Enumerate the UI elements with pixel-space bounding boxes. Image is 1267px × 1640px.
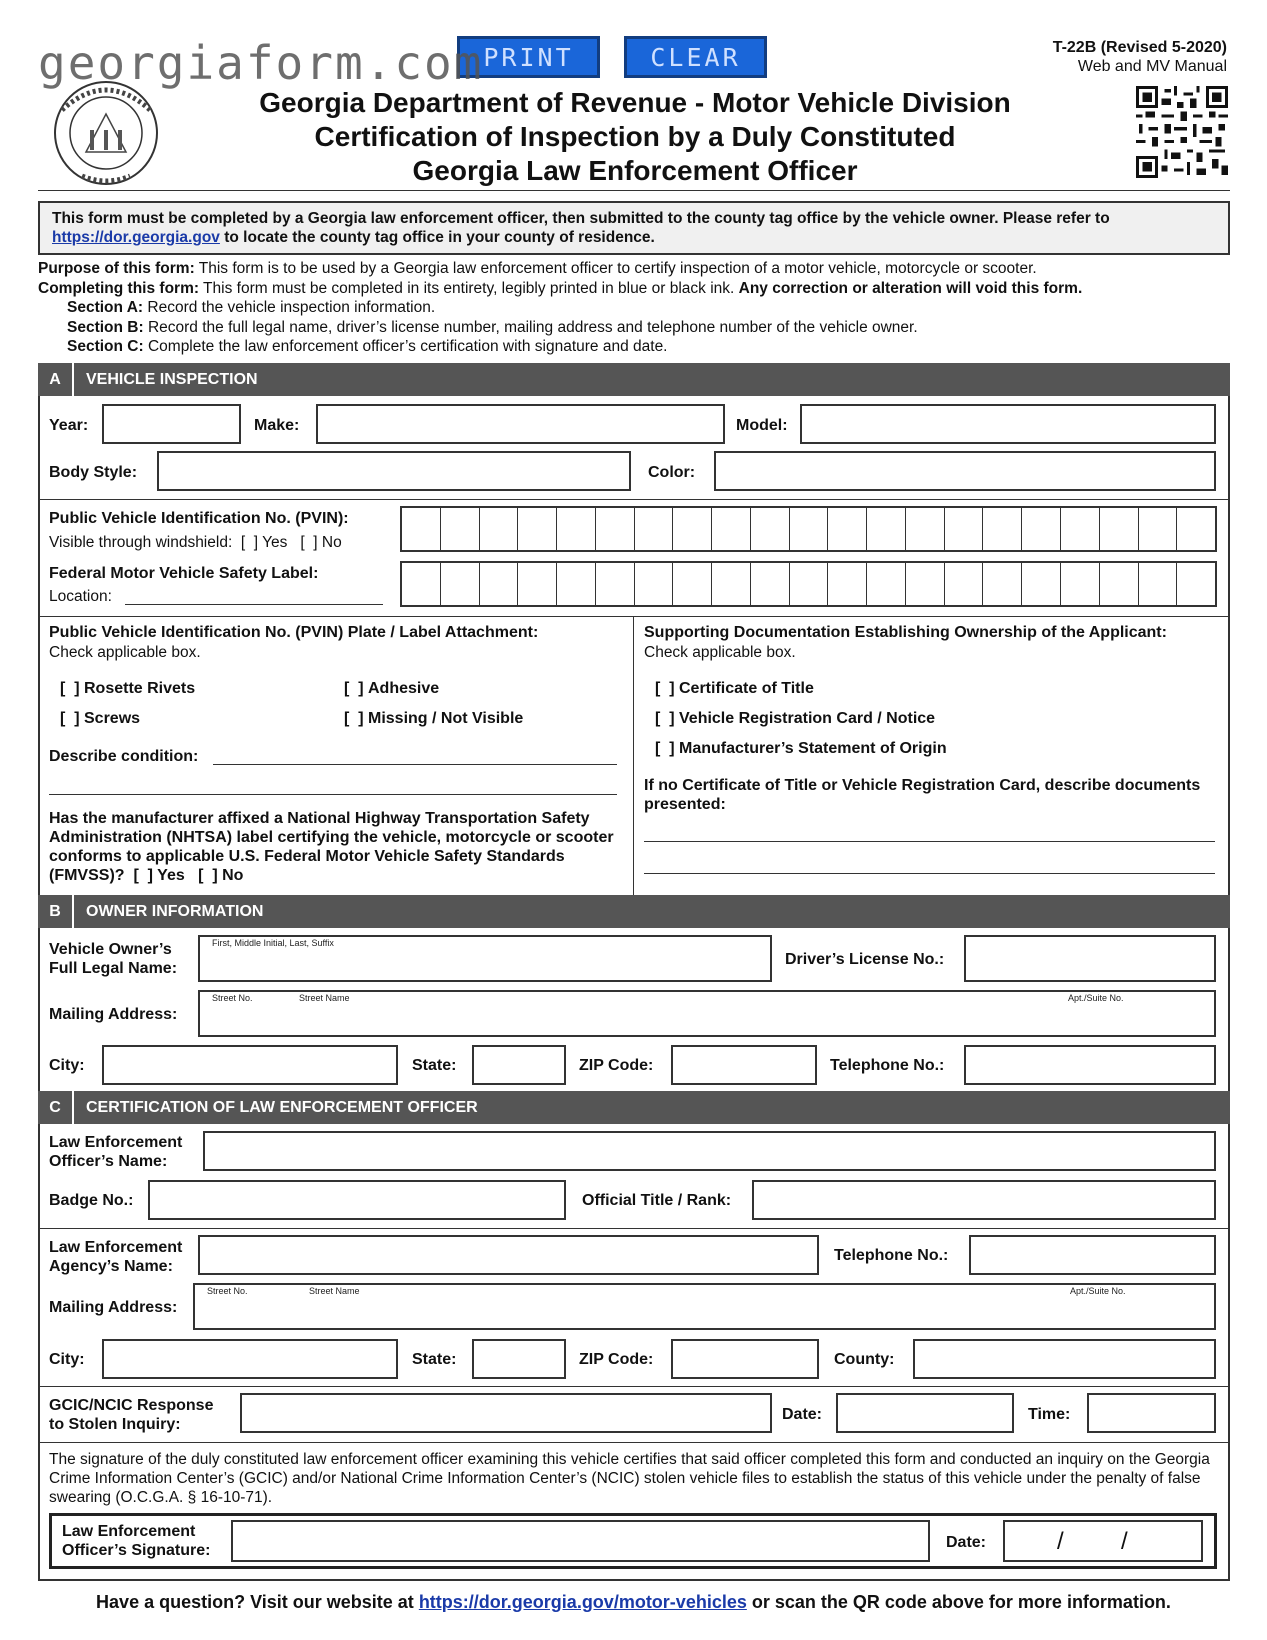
watermark: georgiaform.com: [38, 36, 484, 90]
page-title: [160, 86, 1110, 188]
year-label: Year:: [49, 417, 89, 434]
notice-text-2: to locate the county tag office in your county of residence.: [219, 229, 655, 246]
agency-zip-label: ZIP Code:: [579, 1351, 654, 1368]
officer-name-label: Law Enforcement Officer’s Name:: [49, 1134, 183, 1170]
owner-state-field[interactable]: [472, 1045, 566, 1085]
motor-vehicles-link[interactable]: https://dor.georgia.gov/motor-vehicles: [418, 1592, 747, 1612]
location-label: Location:: [49, 588, 112, 605]
visible-windshield: [49, 533, 342, 552]
location-field[interactable]: [125, 604, 383, 605]
missing-label: Missing / Not Visible: [368, 710, 524, 727]
section-a-header: [38, 363, 1230, 396]
mso-label: Manufacturer’s Statement of Origin: [679, 740, 947, 757]
condition-line-1[interactable]: [213, 764, 617, 765]
apt-hint: Apt./Suite No.: [1068, 993, 1124, 1003]
title-option[interactable]: [ ] Certificate of Title: [655, 680, 814, 697]
owner-name-label: Vehicle Owner’s Full Legal Name:: [49, 941, 178, 977]
section-c-title: CERTIFICATION OF LAW ENFORCEMENT OFFICER: [86, 1098, 478, 1116]
pvin-label: Public Vehicle Identification No. (PVIN):: [49, 510, 349, 527]
sec-c-text: Complete the law enforcement officer’s certification with signature and date.: [143, 338, 668, 355]
model-field[interactable]: [800, 404, 1216, 444]
agency-city-label: City:: [49, 1351, 85, 1368]
divider: [38, 1386, 1230, 1387]
adhesive-label: Adhesive: [368, 680, 440, 697]
notice-text-1: This form must be completed by a Georgia law enforcement officer, then submitted to the county tag office by the vehicle owner. Please refer to: [52, 210, 1110, 227]
completing-label: Completing this form:: [38, 279, 200, 297]
nhtsa-text: Has the manufacturer affixed a National Highway Transportation Safety Administration (NHTSA) label certifying the vehicle, motorcycle or scooter conforms to applicable U.S. Federal Motor Vehicle Safety Standards (FMVSS)?: [49, 810, 614, 884]
attachment-hint: Check applicable box.: [49, 644, 201, 661]
divider: [38, 616, 1230, 617]
describe-condition-label: Describe condition:: [49, 748, 199, 765]
purpose-label: Purpose of this form:: [38, 260, 195, 277]
sec-c-label: Section C:: [67, 338, 144, 355]
street-no-hint: Street No.: [207, 1286, 248, 1296]
documents-line-1[interactable]: [644, 841, 1215, 842]
footer-text-1: Have a question? Visit our website at: [96, 1592, 419, 1612]
screws-option[interactable]: [ ] Screws: [60, 710, 141, 727]
sec-b-label: Section B:: [67, 318, 144, 336]
fmvs-cells[interactable]: [400, 561, 1217, 607]
qr-code-icon[interactable]: [1136, 86, 1228, 178]
form-number-label: T-22B (Revised 5-2020): [1052, 39, 1227, 56]
screws-label: Screws: [84, 710, 141, 727]
officer-name-field[interactable]: [203, 1131, 1216, 1171]
registration-option[interactable]: [ ] Vehicle Registration Card / Notice: [655, 710, 936, 727]
completing-text: This form must be completed in its entirety, legibly printed in blue or black ink.: [199, 279, 739, 297]
owner-zip-label: ZIP Code:: [579, 1057, 654, 1074]
nhtsa-yes-label: Yes: [157, 867, 185, 884]
title-line-3: Georgia Law Enforcement Officer: [412, 155, 858, 186]
georgia-seal-icon: [42, 80, 170, 186]
instructions: [38, 259, 1082, 357]
rank-field[interactable]: [752, 1180, 1216, 1220]
section-b-letter: B: [38, 895, 74, 928]
section-c-header: [38, 1091, 1230, 1124]
signature-date-field[interactable]: [1003, 1520, 1203, 1562]
nhtsa-no-label: No: [222, 867, 244, 884]
footer-text-2: or scan the QR code above for more information.: [746, 1592, 1171, 1612]
street-name-hint: Street Name: [299, 993, 350, 1003]
color-label: Color:: [648, 464, 696, 481]
sec-a-text: Record the vehicle inspection information.: [143, 299, 436, 316]
owner-phone-label: Telephone No.:: [830, 1057, 945, 1074]
body-style-label: Body Style:: [49, 464, 138, 481]
title-line-1: Georgia Department of Revenue - Motor Vehicle Division: [259, 87, 1011, 118]
gcic-label: GCIC/NCIC Response to Stolen Inquiry:: [49, 1397, 214, 1433]
visible-no-checkbox[interactable]: [ ]: [291, 534, 318, 551]
owner-zip-field[interactable]: [671, 1045, 817, 1085]
divider: [38, 1442, 1230, 1443]
rosette-option[interactable]: [ ] Rosette Rivets: [60, 680, 196, 697]
agency-state-field[interactable]: [472, 1339, 566, 1379]
documents-line-2[interactable]: [644, 873, 1215, 874]
agency-mailing-field[interactable]: [193, 1283, 1216, 1330]
registration-label: Vehicle Registration Card / Notice: [679, 710, 936, 727]
missing-option[interactable]: [ ] Missing / Not Visible: [344, 710, 524, 727]
no-title-question: If no Certificate of Title or Vehicle Registration Card, describe documents presented:: [644, 777, 1201, 813]
agency-zip-field[interactable]: [671, 1339, 819, 1379]
date-slash-1: /: [1057, 1528, 1064, 1555]
agency-city-field[interactable]: [102, 1339, 398, 1379]
owner-city-label: City:: [49, 1057, 85, 1074]
color-field[interactable]: [714, 451, 1216, 491]
section-a-title: VEHICLE INSPECTION: [86, 370, 258, 388]
date-slash-2: /: [1121, 1528, 1128, 1555]
completing-warning: Any correction or alteration will void this form.: [738, 279, 1083, 297]
clear-button[interactable]: CLEAR: [624, 36, 767, 78]
sec-b-text: Record the full legal name, driver’s license number, mailing address and telephone number of the vehicle owner.: [143, 318, 918, 336]
sec-a-label: Section A:: [67, 299, 144, 316]
divider: [38, 1228, 1230, 1229]
footer: [0, 1592, 1267, 1613]
visible-label: Visible through windshield:: [49, 534, 233, 551]
badge-field[interactable]: [148, 1180, 566, 1220]
dl-field[interactable]: [964, 935, 1216, 982]
divider: [38, 499, 1230, 500]
form-number: [1053, 38, 1227, 76]
apt-hint: Apt./Suite No.: [1070, 1286, 1126, 1296]
visible-yes-label: Yes: [262, 534, 288, 551]
agency-label: Law Enforcement Agency’s Name:: [49, 1239, 183, 1275]
agency-mailing-label: Mailing Address:: [49, 1299, 178, 1316]
visible-yes-checkbox[interactable]: [ ]: [236, 534, 259, 551]
gcic-time-label: Time:: [1028, 1406, 1071, 1423]
signature-field[interactable]: [231, 1520, 930, 1562]
owner-mailing-field[interactable]: [198, 990, 1216, 1037]
rank-label: Official Title / Rank:: [582, 1192, 732, 1209]
county-label: County:: [834, 1351, 895, 1368]
badge-label: Badge No.:: [49, 1192, 134, 1209]
section-c-letter: C: [38, 1091, 74, 1124]
county-field[interactable]: [913, 1339, 1216, 1379]
section-a-letter: A: [38, 363, 74, 396]
title-line-2: Certification of Inspection by a Duly Constituted: [314, 121, 956, 152]
condition-line-2[interactable]: [49, 794, 617, 795]
support-title: Supporting Documentation Establishing Ownership of the Applicant:: [644, 624, 1167, 641]
gcic-field[interactable]: [240, 1393, 772, 1433]
adhesive-option[interactable]: [ ] Adhesive: [344, 680, 440, 697]
dl-label: Driver’s License No.:: [785, 951, 945, 968]
make-field[interactable]: [316, 404, 725, 444]
notice-box: [38, 201, 1230, 255]
agency-field[interactable]: [198, 1235, 819, 1275]
year-field[interactable]: [102, 404, 241, 444]
nhtsa-question: [49, 809, 619, 885]
street-no-hint: Street No.: [212, 993, 253, 1003]
owner-mailing-label: Mailing Address:: [49, 1006, 178, 1023]
section-b-title: OWNER INFORMATION: [86, 902, 264, 920]
agency-phone-label: Telephone No.:: [834, 1247, 949, 1264]
column-divider: [633, 616, 634, 895]
print-button[interactable]: PRINT: [457, 36, 600, 78]
nhtsa-yes-checkbox[interactable]: [ ]: [129, 867, 153, 884]
section-b-header: [38, 895, 1230, 928]
rosette-label: Rosette Rivets: [84, 680, 196, 697]
owner-name-hint: First, Middle Initial, Last, Suffix: [212, 938, 334, 948]
certification-text: The signature of the duly constituted law enforcement officer examining this vehicle certifies that said officer completed this form and conducted an inquiry on the Georgia Crime Information Center’s (GCIC) and/or National Crime Information Center’s (NCIC) stolen vehicle files to establish the status of this vehicle under the penalty of false swearing (O.C.G.A. § 16-10-71).: [49, 1451, 1210, 1506]
signature-label: Law Enforcement Officer’s Signature:: [62, 1523, 211, 1559]
support-hint: Check applicable box.: [644, 644, 796, 661]
gcic-date-label: Date:: [782, 1406, 823, 1423]
mso-option[interactable]: [ ] Manufacturer’s Statement of Origin: [655, 740, 947, 757]
owner-state-label: State:: [412, 1057, 457, 1074]
signature-date-label: Date:: [946, 1534, 987, 1551]
agency-phone-field[interactable]: [969, 1235, 1216, 1275]
owner-name-field[interactable]: [198, 935, 772, 982]
header-divider: [38, 190, 1230, 191]
pvin-cells[interactable]: [400, 506, 1217, 552]
form-subtitle: Web and MV Manual: [1077, 58, 1227, 75]
fmvs-label: Federal Motor Vehicle Safety Label:: [49, 565, 319, 582]
title-label: Certificate of Title: [679, 680, 814, 697]
model-label: Model:: [736, 417, 788, 434]
purpose-text: This form is to be used by a Georgia law enforcement officer to certify inspection of a motor vehicle, motorcycle or scooter.: [194, 260, 1037, 277]
attachment-title: Public Vehicle Identification No. (PVIN) Plate / Label Attachment:: [49, 624, 539, 641]
visible-no-label: No: [321, 534, 342, 551]
dor-link[interactable]: https://dor.georgia.gov: [52, 229, 220, 246]
body-style-field[interactable]: [157, 451, 631, 491]
owner-phone-field[interactable]: [964, 1045, 1216, 1085]
agency-state-label: State:: [412, 1351, 457, 1368]
gcic-date-field[interactable]: [836, 1393, 1014, 1433]
owner-city-field[interactable]: [102, 1045, 398, 1085]
nhtsa-no-checkbox[interactable]: [ ]: [189, 867, 218, 884]
make-label: Make:: [254, 417, 300, 434]
gcic-time-field[interactable]: [1087, 1393, 1216, 1433]
street-name-hint: Street Name: [309, 1286, 360, 1296]
